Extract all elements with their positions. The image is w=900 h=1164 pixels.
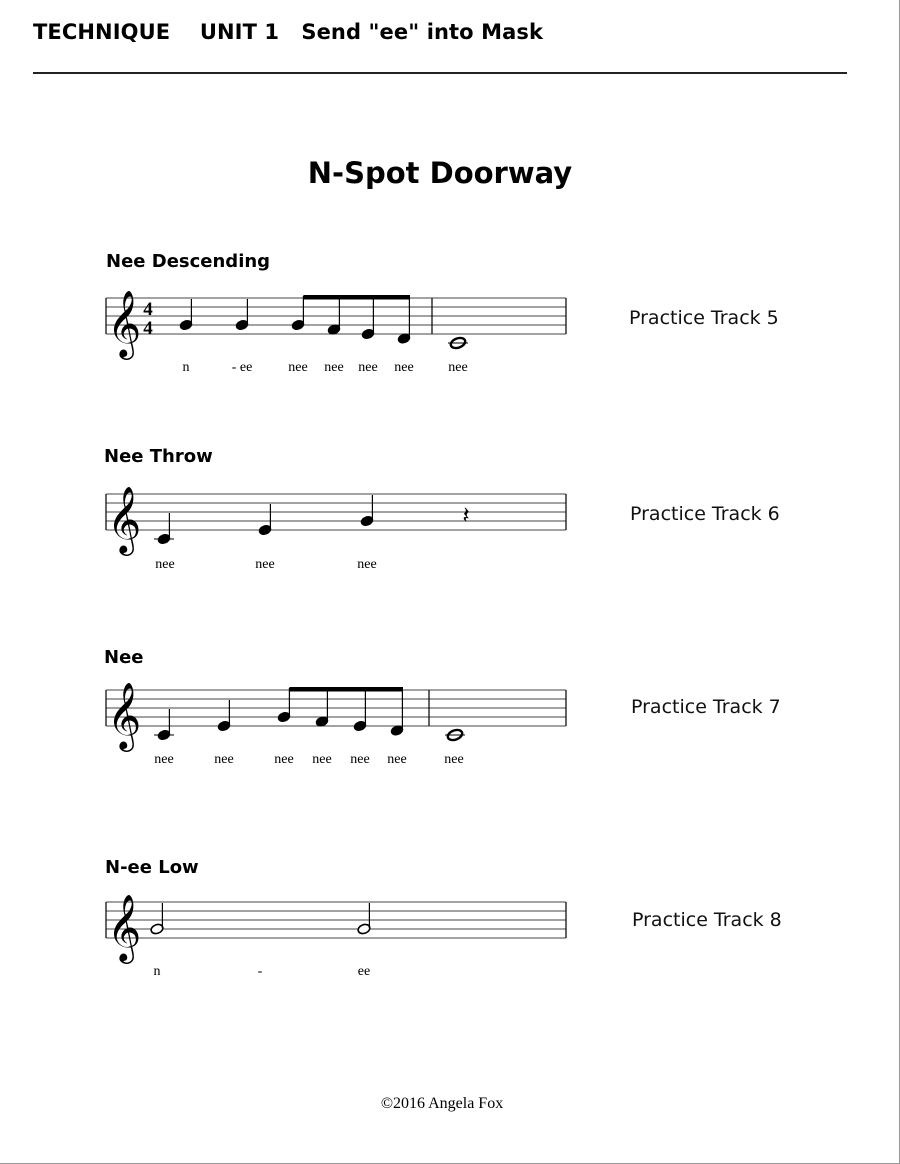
lyric-syllable: nee bbox=[387, 752, 407, 767]
treble-clef-icon: 𝄞 bbox=[107, 681, 142, 749]
lyric-syllable: nee bbox=[358, 360, 378, 375]
lyric-syllable: nee bbox=[357, 557, 377, 572]
lyric-syllable: nee bbox=[288, 360, 308, 375]
lyric-syllable: nee bbox=[324, 360, 344, 375]
page-header: TECHNIQUE UNIT 1 Send "ee" into Mask bbox=[33, 20, 544, 44]
copyright-notice: ©2016 Angela Fox bbox=[380, 1095, 504, 1112]
exercise-title-nee: Nee bbox=[104, 647, 144, 668]
time-signature-denominator: 4 bbox=[143, 318, 153, 339]
lyric-hyphen: - bbox=[257, 964, 263, 979]
lyric-syllable: n bbox=[182, 360, 190, 375]
lyric-syllable: nee bbox=[448, 360, 468, 375]
treble-clef-icon: 𝄞 bbox=[107, 485, 142, 553]
exercise-title-nee-descending: Nee Descending bbox=[106, 251, 271, 272]
lyric-syllable: nee bbox=[312, 752, 332, 767]
lyric-syllable: n bbox=[153, 964, 161, 979]
lyric-syllable: nee bbox=[394, 360, 414, 375]
practice-track-5-label: Practice Track 5 bbox=[629, 307, 779, 329]
page-title: N-Spot Doorway bbox=[307, 156, 573, 190]
exercise-title-nee-throw: Nee Throw bbox=[104, 446, 213, 467]
lyric-syllable: nee bbox=[214, 752, 234, 767]
lyric-syllable: nee bbox=[155, 557, 175, 572]
exercise-title-n-ee-low: N-ee Low bbox=[105, 857, 199, 878]
practice-track-8-label: Practice Track 8 bbox=[632, 909, 782, 931]
lyric-syllable: nee bbox=[350, 752, 370, 767]
lyric-syllable: nee bbox=[255, 557, 275, 572]
lyric-syllable: nee bbox=[154, 752, 174, 767]
lyric-syllable: - ee bbox=[231, 360, 253, 375]
lyric-syllable: nee bbox=[274, 752, 294, 767]
treble-clef-icon: 𝄞 bbox=[107, 289, 142, 357]
lyric-syllable: nee bbox=[444, 752, 464, 767]
treble-clef-icon: 𝄞 bbox=[107, 893, 142, 961]
quarter-rest: 𝄽 bbox=[462, 501, 470, 529]
time-signature-numerator: 4 bbox=[143, 299, 153, 320]
practice-track-6-label: Practice Track 6 bbox=[630, 503, 780, 525]
practice-track-7-label: Practice Track 7 bbox=[631, 696, 781, 718]
lyric-syllable: ee bbox=[357, 964, 371, 979]
